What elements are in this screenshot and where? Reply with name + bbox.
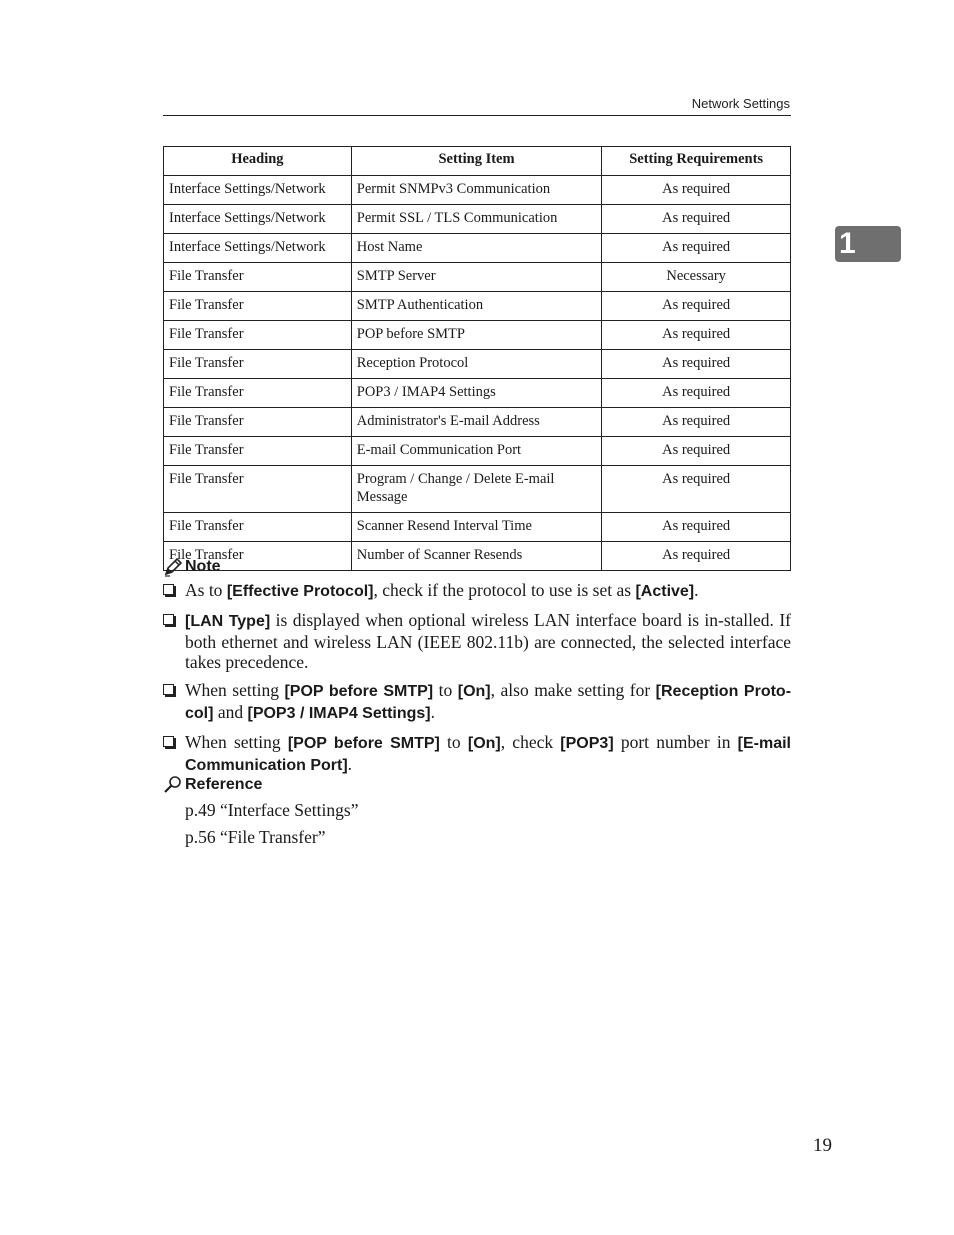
- running-header: Network Settings: [691, 96, 790, 111]
- cell-setting-requirement: As required: [602, 437, 791, 466]
- note-title: Note: [185, 558, 221, 575]
- column-header-setting-requirements: Setting Requirements: [602, 147, 791, 176]
- reference-link-interface-settings[interactable]: p.49 “Interface Settings”: [185, 800, 359, 820]
- cell-setting-requirement: As required: [602, 379, 791, 408]
- table-row: [164, 437, 791, 466]
- key-label: [POP before SMTP]: [287, 735, 440, 752]
- table-row: [164, 542, 791, 571]
- note-text: As to: [185, 580, 227, 600]
- cell-setting-requirement: As required: [602, 350, 791, 379]
- cell-setting-requirement: As required: [602, 321, 791, 350]
- key-label: [On]: [467, 735, 501, 752]
- cell-heading: File Transfer: [164, 263, 352, 292]
- cell-heading: File Transfer: [164, 542, 352, 571]
- cell-heading: Interface Settings/Network: [164, 205, 352, 234]
- note-text: .: [347, 754, 353, 774]
- note-item: [163, 610, 791, 672]
- table-row: [164, 466, 791, 513]
- cell-setting-item: Administrator's E-mail Address: [351, 408, 602, 437]
- column-header-heading: Heading: [164, 147, 352, 176]
- table-row: [164, 379, 791, 408]
- header-divider: [163, 115, 791, 116]
- reference-link-file-transfer[interactable]: p.56 “File Transfer”: [185, 827, 326, 847]
- cell-heading: Interface Settings/Network: [164, 234, 352, 263]
- note-item: [163, 580, 791, 602]
- cell-heading: File Transfer: [164, 466, 352, 513]
- key-label: [Active]: [635, 583, 695, 600]
- pencil-icon: [163, 557, 183, 577]
- cell-heading: File Transfer: [164, 437, 352, 466]
- key-label: [Effective Protocol]: [226, 583, 374, 600]
- cell-setting-item: Reception Protocol: [351, 350, 602, 379]
- chapter-number: 1: [839, 227, 856, 260]
- cell-heading: File Transfer: [164, 350, 352, 379]
- note-text: port number in: [613, 732, 738, 752]
- table-row: [164, 321, 791, 350]
- cell-heading: File Transfer: [164, 292, 352, 321]
- key-label: [E-mail Communication Port]: [185, 735, 791, 774]
- table-row: [164, 234, 791, 263]
- cell-heading: File Transfer: [164, 321, 352, 350]
- cell-setting-item: E-mail Communication Port: [351, 437, 602, 466]
- note-item: [163, 680, 791, 724]
- cell-heading: File Transfer: [164, 513, 352, 542]
- cell-setting-item: Program / Change / Delete E-mail Message: [351, 466, 602, 513]
- key-label: [POP3]: [560, 735, 614, 752]
- key-label: [LAN Type]: [185, 613, 271, 630]
- note-text: is displayed when optional wireless LAN interface board is in-stalled. If both ethernet and wireless LAN (IEEE 802.11b) are connected, the selected interface takes precedence.: [185, 610, 791, 672]
- checkbox-bullet-icon: [163, 614, 174, 625]
- cell-setting-item: SMTP Server: [351, 263, 602, 292]
- cell-heading: Interface Settings/Network: [164, 176, 352, 205]
- cell-setting-requirement: As required: [602, 205, 791, 234]
- note-text: , also make setting for: [490, 680, 656, 700]
- key-label: [On]: [457, 683, 491, 700]
- chapter-tab: [835, 226, 901, 262]
- cell-setting-item: Scanner Resend Interval Time: [351, 513, 602, 542]
- note-text: , check: [500, 732, 561, 752]
- cell-heading: File Transfer: [164, 379, 352, 408]
- cell-setting-requirement: As required: [602, 542, 791, 571]
- reference-title: Reference: [185, 776, 263, 793]
- cell-setting-requirement: As required: [602, 176, 791, 205]
- cell-setting-requirement: As required: [602, 408, 791, 437]
- cell-setting-item: POP3 / IMAP4 Settings: [351, 379, 602, 408]
- table-row: [164, 292, 791, 321]
- note-item: [163, 732, 791, 776]
- cell-setting-item: POP before SMTP: [351, 321, 602, 350]
- note-list: [163, 580, 791, 784]
- note-text: to: [433, 680, 458, 700]
- table-row: [164, 513, 791, 542]
- page-number: 19: [813, 1135, 832, 1156]
- checkbox-bullet-icon: [163, 584, 174, 595]
- cell-setting-item: Permit SNMPv3 Communication: [351, 176, 602, 205]
- reference-heading: [163, 775, 262, 795]
- cell-heading: File Transfer: [164, 408, 352, 437]
- cell-setting-requirement: As required: [602, 292, 791, 321]
- table-row: [164, 263, 791, 292]
- note-text: , check if the protocol to use is set as: [373, 580, 636, 600]
- cell-setting-item: Number of Scanner Resends: [351, 542, 602, 571]
- note-text: .: [694, 580, 699, 600]
- note-text: .: [430, 702, 435, 722]
- cell-setting-item: Host Name: [351, 234, 602, 263]
- note-text: When setting: [185, 732, 288, 752]
- checkbox-bullet-icon: [163, 684, 174, 695]
- table-row: [164, 205, 791, 234]
- settings-table: [163, 146, 791, 571]
- note-text: and: [213, 702, 248, 722]
- table-row: [164, 176, 791, 205]
- cell-setting-item: SMTP Authentication: [351, 292, 602, 321]
- table-header-row: [164, 147, 791, 176]
- key-label: [Reception Proto-col]: [185, 683, 792, 722]
- cell-setting-item: Permit SSL / TLS Communication: [351, 205, 602, 234]
- table-row: [164, 408, 791, 437]
- cell-setting-requirement: As required: [602, 466, 791, 513]
- key-label: [POP before SMTP]: [284, 683, 434, 700]
- cell-setting-requirement: As required: [602, 513, 791, 542]
- note-text: to: [439, 732, 468, 752]
- magnifier-icon: [163, 775, 183, 795]
- cell-setting-requirement: Necessary: [602, 263, 791, 292]
- column-header-setting-item: Setting Item: [351, 147, 602, 176]
- table-row: [164, 350, 791, 379]
- checkbox-bullet-icon: [163, 736, 174, 747]
- cell-setting-requirement: As required: [602, 234, 791, 263]
- note-heading: [163, 557, 221, 577]
- note-text: When setting: [185, 680, 285, 700]
- key-label: [POP3 / IMAP4 Settings]: [247, 705, 431, 722]
